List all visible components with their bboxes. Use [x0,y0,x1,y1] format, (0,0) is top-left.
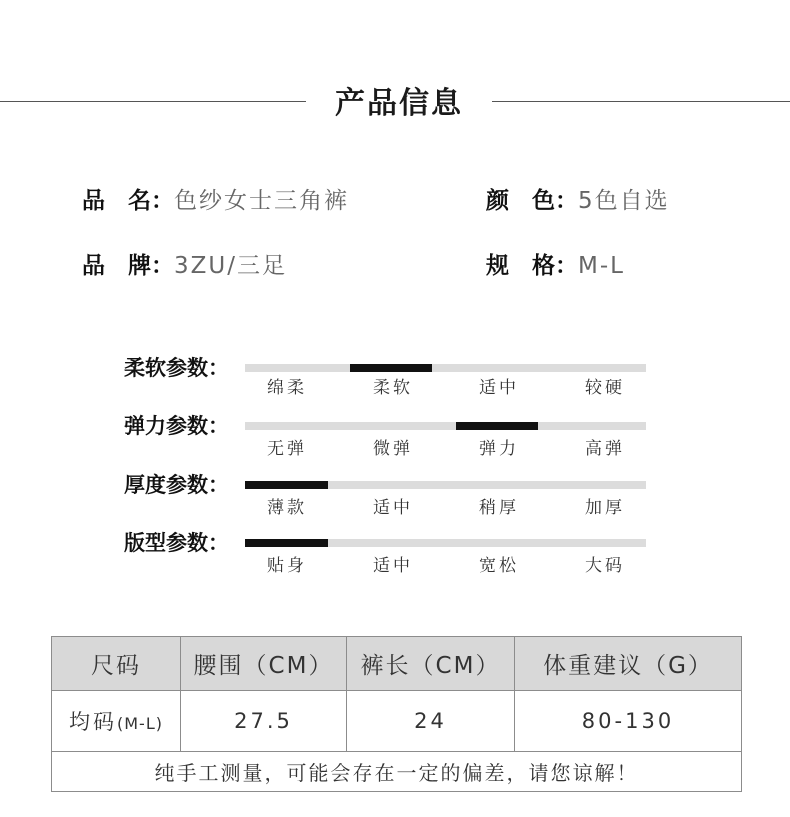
weight-header: 体重建议（G） [515,637,742,691]
title-divider-right [492,101,790,102]
param-elasticity-option: 无弹 [267,439,307,459]
param-elasticity-label: 弹力参数： [124,414,229,438]
size-table-header-row [52,637,742,691]
param-fit-label: 版型参数： [124,531,229,555]
page-title: 产品信息 [335,86,463,121]
info-spec-value: M-L [578,253,625,279]
waist-cell: 27.5 [181,691,347,752]
param-thickness-track [245,481,646,489]
size-cell [52,691,181,752]
info-brand-value: 3ZU/三足 [174,253,287,279]
info-brand-label: 品 牌： [82,253,174,279]
info-product-name-value: 色纱女士三角裤 [174,188,349,214]
size-cell-sub: (M-L) [117,714,163,733]
info-spec-label: 规 格： [486,253,578,279]
info-color [486,186,670,216]
param-softness-option: 较硬 [585,378,625,398]
note-row [52,752,742,792]
title-divider-left [0,101,306,102]
param-elasticity-track [245,422,646,430]
size-table [51,636,742,792]
param-fit-option: 宽松 [479,556,519,576]
param-thickness-indicator [245,481,328,489]
table-row [52,691,742,752]
param-softness-track [245,364,646,372]
param-thickness-label: 厚度参数： [124,473,229,497]
param-fit-option: 适中 [373,556,413,576]
info-color-label: 颜 色： [486,188,578,214]
param-softness-option: 柔软 [373,378,413,398]
weight-cell: 80-130 [515,691,742,752]
param-fit-option: 大码 [585,556,625,576]
param-thickness-option: 加厚 [585,498,625,518]
param-thickness-option: 稍厚 [479,498,519,518]
length-cell: 24 [347,691,515,752]
param-elasticity-option: 弹力 [479,439,519,459]
size-header: 尺码 [52,637,181,691]
param-softness-indicator [350,364,432,372]
info-spec [486,251,625,281]
measurement-note: 纯手工测量，可能会存在一定的偏差，请您谅解！ [52,752,742,792]
param-fit-option: 贴身 [267,556,307,576]
waist-header: 腰围（CM） [181,637,347,691]
param-softness-label: 柔软参数： [124,356,229,380]
param-fit-indicator [245,539,328,547]
info-color-value: 5色自选 [578,188,670,214]
info-product-name-label: 品 名： [82,188,174,214]
param-elasticity-indicator [456,422,538,430]
param-fit-track [245,539,646,547]
length-header: 裤长（CM） [347,637,515,691]
param-elasticity-option: 高弹 [585,439,625,459]
param-thickness-option: 薄款 [267,498,307,518]
param-softness-option: 适中 [479,378,519,398]
info-product-name [82,186,349,216]
info-brand [82,251,287,281]
param-thickness-option: 适中 [373,498,413,518]
param-elasticity-option: 微弹 [373,439,413,459]
size-cell-main: 均码 [69,710,117,734]
param-softness-option: 绵柔 [267,378,307,398]
